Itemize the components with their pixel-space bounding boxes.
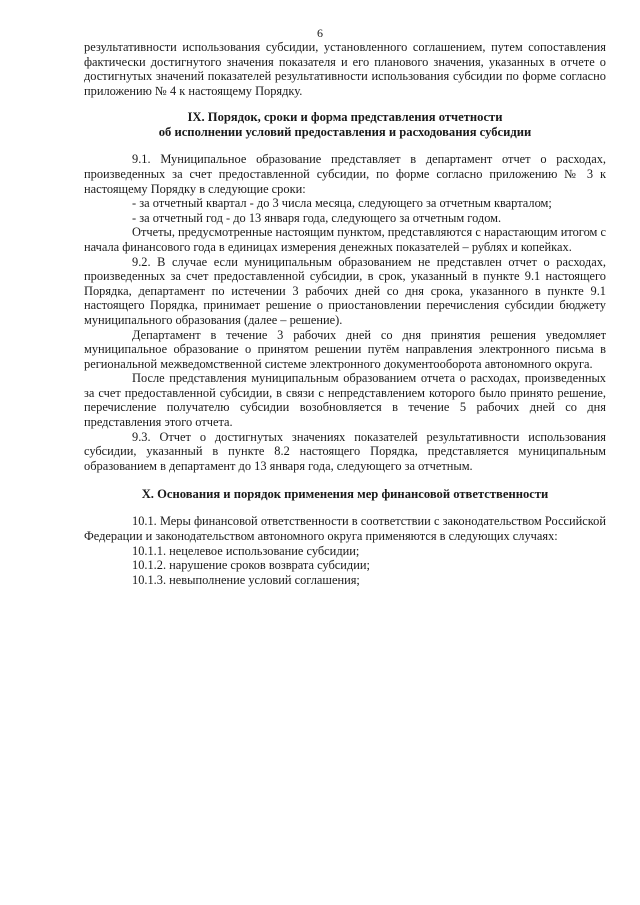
- paragraph-9-2: 9.2. В случае если муниципальным образованием не представлен отчет о расходах, произведенных за счет предоставленной субсидии, в срок, указанный в пункте 9.1 настоящего Порядка, департамент по истечении 3 рабочих дней со дня срока, указанного в пункте 9.1 настоящего Порядка, принимает решение о приостановлении перечисления субсидии бюджету муниципального образования (далее – решение).: [84, 254, 606, 327]
- paragraph-year-deadline: - за отчетный год - до 13 января года, следующего за отчетным годом.: [132, 210, 502, 225]
- section-9-heading-line1: IX. Порядок, сроки и форма представления отчетности: [187, 110, 503, 125]
- section-9-heading-line2: об исполнении условий предоставления и расходования субсидии: [158, 125, 532, 140]
- paragraph-10-1: 10.1. Меры финансовой ответственности в соответствии с законодательством Российской Федерации и законодательством автономного округа применяются в следующих случаях:: [84, 514, 606, 544]
- paragraph-9-1: 9.1. Муниципальное образование представляет в департамент отчет о расходах, произведенных за счет предоставленной субсидии, по форме согласно приложению № 3 к настоящему Порядку в следующие сроки:: [84, 152, 606, 196]
- paragraph-reports-cumulative: Отчеты, предусмотренные настоящим пунктом, представляются с нарастающим итогом с начала финансового года в единицах измерения денежных показателей – рублях и копейках.: [84, 225, 606, 254]
- document-body: [84, 40, 606, 587]
- paragraph-resume-transfer: После представления муниципальным образованием отчета о расходах, произведенных за счет предоставленной субсидии, в связи с непредставлением которого было принято решение, перечисление получателю субсидии возобновляется в течение 5 рабочих дней со дня представления этого отчета.: [84, 371, 606, 430]
- intro-paragraph: результативности использования субсидии, установленного соглашением, путем сопоставления фактически достигнутого значения показателя и его планового значения, указанных в отчете о достигнутых значений показателей результативности использования субсидии по форме согласно приложению № 4 к настоящему Порядку.: [84, 40, 606, 98]
- paragraph-department-notice: Департамент в течение 3 рабочих дней со дня принятия решения уведомляет муниципальное образование о принятом решении путём направления электронного письма в региональной межведомственной системе электронного документооборота автономного округа.: [84, 327, 606, 371]
- paragraph-10-1-1: 10.1.1. нецелевое использование субсидии;: [132, 543, 360, 558]
- page-number: 6: [317, 26, 323, 40]
- section-10-heading: X. Основания и порядок применения мер финансовой ответственности: [141, 487, 549, 502]
- paragraph-10-1-3: 10.1.3. невыполнение условий соглашения;: [132, 572, 360, 587]
- paragraph-10-1-2: 10.1.2. нарушение сроков возврата субсидии;: [132, 558, 370, 573]
- paragraph-9-3: 9.3. Отчет о достигнутых значениях показателей результативности использования субсидии, указанный в пункте 8.2 настоящего Порядка, представляется муниципальным образованием в департамент до 13 января года, следующего за отчетным.: [84, 429, 606, 473]
- paragraph-quarter-deadline: - за отчетный квартал - до 3 числа месяца, следующего за отчетным кварталом;: [132, 196, 552, 211]
- section-9-heading: [84, 110, 606, 140]
